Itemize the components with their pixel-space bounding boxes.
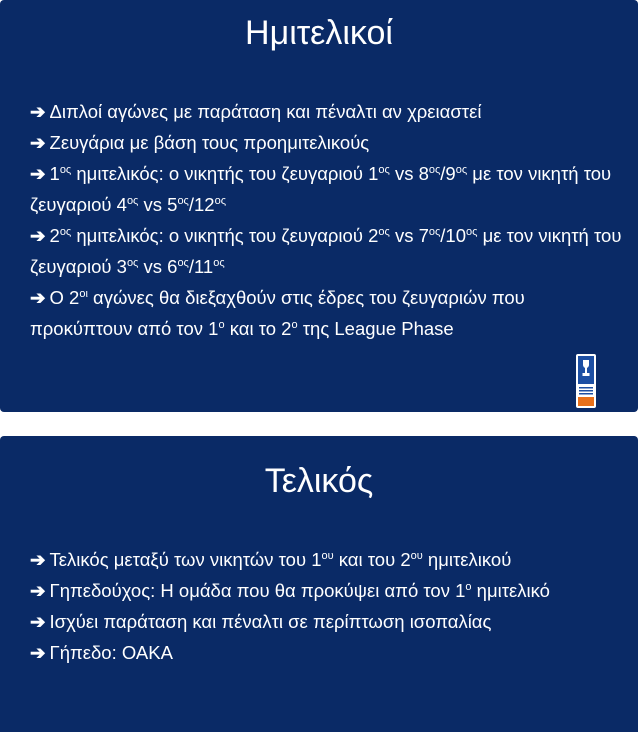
semifinals-title: Ημιτελικοί	[245, 14, 393, 52]
final-bullet-1: ➔ Τελικός μεταξύ των νικητών του $1^{o\upsilon}$ και του $2^{o\upsilon}$ ημιτελικού	[30, 549, 512, 570]
arrow-right-icon: ➔	[30, 132, 46, 153]
semifinals-bullet-4: ➔ $2^{o\varsigma}$ ημιτελικός: ο νικητής του ζευγαριού $2^{o\varsigma}$ vs $7^{o\varsigma}/10^{o\varsigma}$ με τον νικητή του ζευγαριού $3^{o\varsigma}$ vs $6^{o\varsigma}/11^{o\varsigma}$	[30, 225, 622, 277]
semifinals-bullets	[30, 96, 632, 344]
final-bullets	[30, 544, 632, 668]
arrow-right-icon: ➔	[30, 287, 46, 308]
arrow-right-icon: ➔	[30, 101, 46, 122]
arrow-right-icon: ➔	[30, 163, 46, 184]
final-slide	[0, 436, 638, 732]
final-bullet-4: ➔ Γήπεδο: ΟΑΚΑ	[30, 642, 173, 663]
arrow-right-icon: ➔	[30, 611, 46, 632]
final-bullet-3: ➔ Ισχύει παράταση και πέναλτι σε περίπτωση ισοπαλίας	[30, 611, 492, 632]
greek-cup-trophy-icon	[576, 354, 596, 408]
semifinals-bullet-3: ➔ $1^{o\varsigma}$ ημιτελικός: ο νικητής του ζευγαριού $1^{o\varsigma}$ vs $8^{o\varsigma}/9^{o\varsigma}$ με τον νικητή του ζευγαριού $4^{o\varsigma}$ vs $5^{o\varsigma}/12^{o\varsigma}$	[30, 163, 612, 215]
semifinals-bullet-1: ➔ Διπλοί αγώνες με παράταση και πέναλτι αν χρειαστεί	[30, 101, 482, 122]
final-title: Τελικός	[264, 462, 374, 500]
arrow-right-icon: ➔	[30, 225, 46, 246]
arrow-right-icon: ➔	[30, 642, 46, 663]
arrow-right-icon: ➔	[30, 580, 46, 601]
semifinals-bullet-5: ➔ Ο $2^{o\iota}$ αγώνες θα διεξαχθούν στις έδρες του ζευγαριών που προκύπτουν από τον $1^o$ και το $2^o$ της League Phase	[30, 287, 525, 339]
final-bullet-2: ➔ Γηπεδούχος: Η ομάδα που θα προκύψει από τον $1^o$ ημιτελικό	[30, 580, 550, 601]
semifinals-bullet-2: ➔ Ζευγάρια με βάση τους προημιτελικούς	[30, 132, 370, 153]
arrow-right-icon: ➔	[30, 549, 46, 570]
